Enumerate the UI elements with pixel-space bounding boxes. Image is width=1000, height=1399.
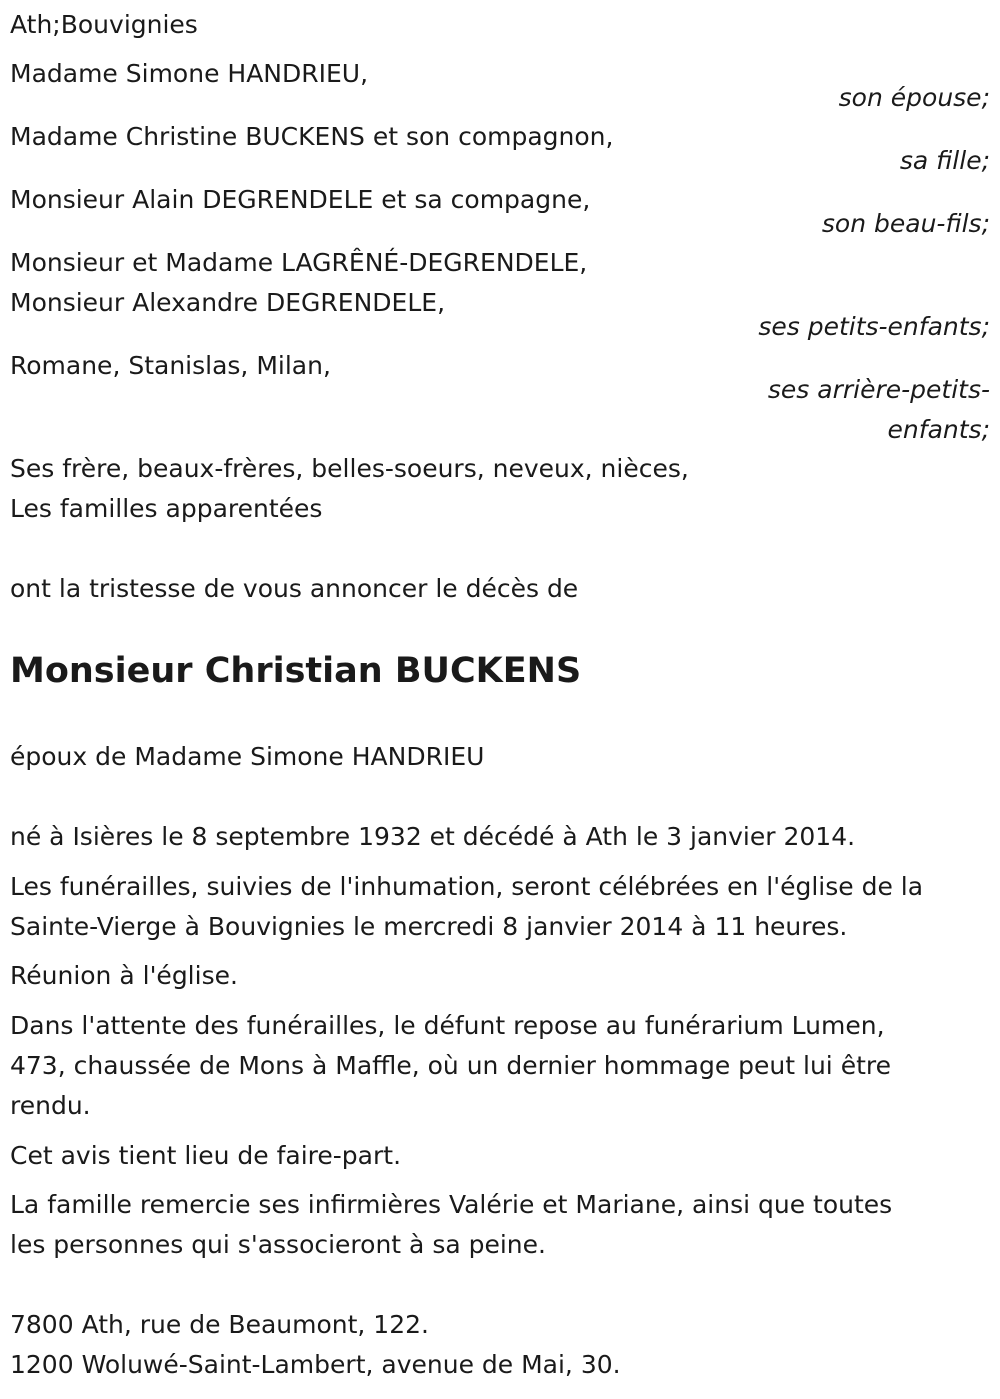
relation-son-in-law: son beau-fils; bbox=[821, 209, 990, 238]
location-heading: Ath;Bouvignies bbox=[10, 10, 198, 39]
family-member-great-grandchildren: Romane, Stanislas, Milan, bbox=[10, 351, 331, 380]
extended-family-line-2: Les familles apparentées bbox=[10, 494, 323, 523]
deceased-spouse: époux de Madame Simone HANDRIEU bbox=[10, 742, 485, 771]
repose-line-2: 473, chaussée de Mons à Maffle, où un dernier hommage peut lui être bbox=[10, 1051, 891, 1080]
relation-great-grandchildren-cont: enfants; bbox=[887, 415, 990, 444]
family-member-grandchild-2: Monsieur Alexandre DEGRENDELE, bbox=[10, 288, 446, 317]
relation-great-grandchildren: ses arrière-petits- bbox=[767, 375, 990, 404]
relation-spouse: son épouse; bbox=[838, 83, 990, 112]
family-member-spouse: Madame Simone HANDRIEU, bbox=[10, 59, 369, 88]
repose-line-3: rendu. bbox=[10, 1091, 91, 1120]
family-member-son-in-law: Monsieur Alain DEGRENDELE et sa compagne, bbox=[10, 185, 591, 214]
address-line-1: 7800 Ath, rue de Beaumont, 122. bbox=[10, 1310, 429, 1339]
notice-line: Cet avis tient lieu de faire-part. bbox=[10, 1141, 402, 1170]
thanks-line-2: les personnes qui s'associeront à sa peine. bbox=[10, 1230, 546, 1259]
relation-daughter: sa fille; bbox=[899, 146, 990, 175]
birth-death-line: né à Isières le 8 septembre 1932 et décédé à Ath le 3 janvier 2014. bbox=[10, 822, 856, 851]
meeting-line: Réunion à l'église. bbox=[10, 961, 238, 990]
family-member-daughter: Madame Christine BUCKENS et son compagnon, bbox=[10, 122, 614, 151]
extended-family-line-1: Ses frère, beaux-frères, belles-soeurs, neveux, nièces, bbox=[10, 454, 689, 483]
announcement-text: ont la tristesse de vous annoncer le décès de bbox=[10, 574, 579, 603]
address-line-2: 1200 Woluwé-Saint-Lambert, avenue de Mai, 30. bbox=[10, 1350, 621, 1379]
relation-grandchildren: ses petits-enfants; bbox=[758, 312, 990, 341]
deceased-name: Monsieur Christian BUCKENS bbox=[10, 651, 582, 691]
funeral-line-1: Les funérailles, suivies de l'inhumation, seront célébrées en l'église de la bbox=[10, 872, 924, 901]
funeral-line-2: Sainte-Vierge à Bouvignies le mercredi 8 janvier 2014 à 11 heures. bbox=[10, 912, 848, 941]
family-member-grandchild-1: Monsieur et Madame LAGRÊNÉ-DEGRENDELE, bbox=[10, 248, 588, 277]
thanks-line-1: La famille remercie ses infirmières Valérie et Mariane, ainsi que toutes bbox=[10, 1190, 893, 1219]
repose-line-1: Dans l'attente des funérailles, le défunt repose au funérarium Lumen, bbox=[10, 1011, 885, 1040]
